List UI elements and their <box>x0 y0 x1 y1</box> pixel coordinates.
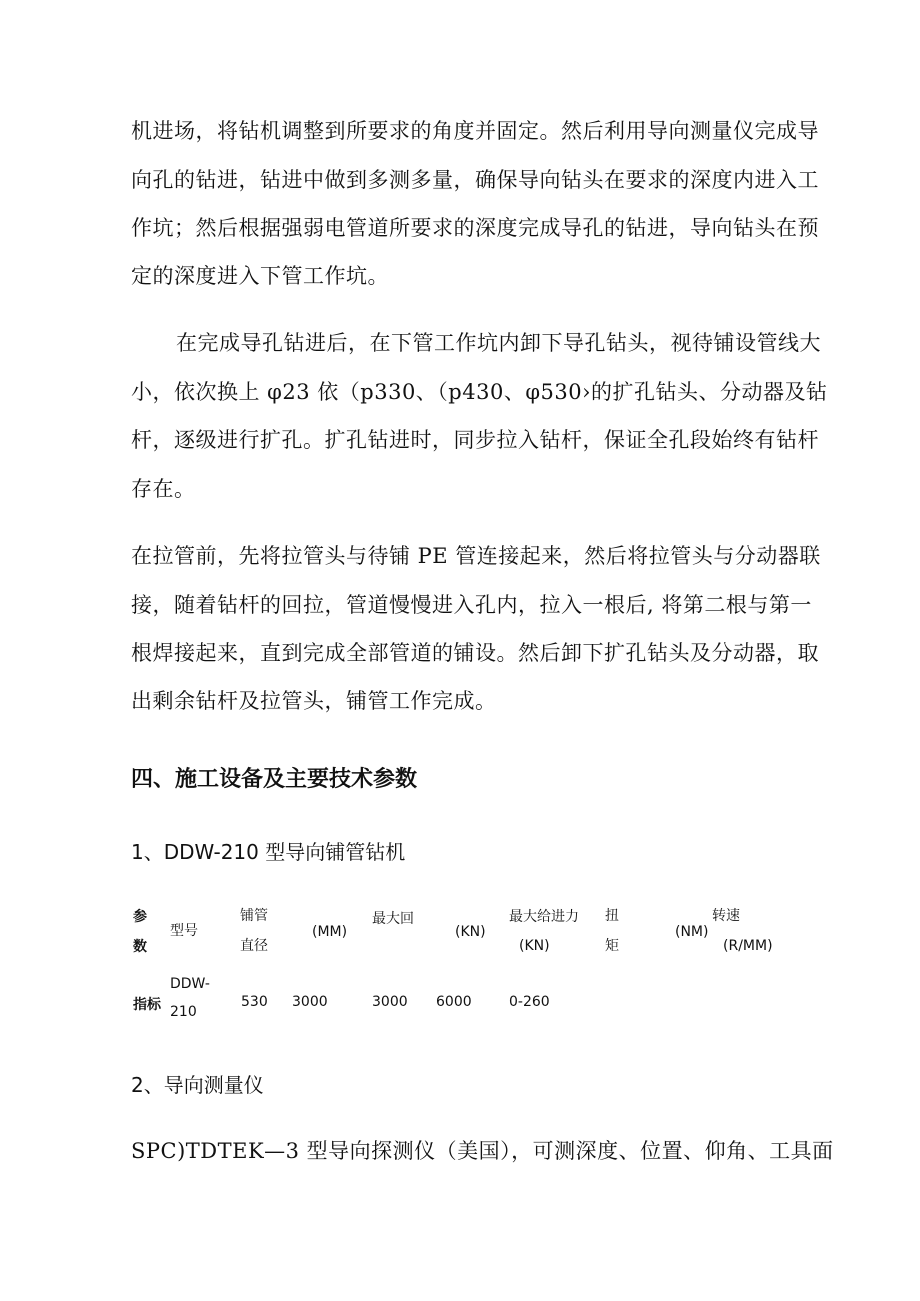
text-line: 在完成导孔钻进后，在下管工作坑内卸下导孔钻头，视待铺设管线大 <box>176 331 821 355</box>
text-line: 定的深度进入下管工作坑。 <box>131 264 389 288</box>
text-line: 接，随着钻杆的回拉，管道慢慢进入孔内，拉入一根后, 将第二根与第一 <box>131 593 812 617</box>
header-speed: 转速 <box>712 908 740 924</box>
header-pipe-diameter: 铺管 <box>240 908 268 924</box>
text-line: 根焊接起来，直到完成全部管道的铺设。然后卸下扩孔钻头及分动器，取 <box>131 641 819 665</box>
header-torque: 矩 <box>605 938 619 954</box>
header-feed-unit-kn: (KN) <box>519 938 550 954</box>
cell-model: 210 <box>170 1004 197 1020</box>
row-label: 指标 <box>133 997 161 1013</box>
subsection-heading-drill-rig: 1、DDW-210 型导向铺管钻机 <box>131 840 406 864</box>
header-param: 数 <box>133 939 147 955</box>
cell-model: DDW- <box>170 976 210 992</box>
header-pipe-diameter: 直径 <box>240 938 268 954</box>
cell-value: 3000 <box>372 994 408 1010</box>
header-max-feed: 最大给进力 <box>509 909 579 925</box>
text-line: 在拉管前，先将拉管头与待铺 PE 管连接起来，然后将拉管头与分动器联 <box>131 544 821 568</box>
subsection-heading-survey-instrument: 2、导向测量仪 <box>131 1073 264 1097</box>
text-line: 杆，逐级进行扩孔。扩孔钻进时，同步拉入钻杆，保证全孔段始终有钻杆 <box>131 428 819 452</box>
text-line: 出剩余钻杆及拉管头，铺管工作完成。 <box>131 689 497 713</box>
text-line: 小，依次换上 φ23 依（p330、（p430、φ530›的扩孔钻头、分动器及钻 <box>131 380 828 404</box>
cell-value: 0-260 <box>509 994 550 1010</box>
text-line: 向孔的钻进，钻进中做到多测多量，确保导向钻头在要求的深度内进入工 <box>131 168 819 192</box>
text-line: SPC)TDTEK—3 型导向探测仪（美国），可测深度、位置、仰角、工具面 <box>131 1139 834 1163</box>
header-model: 型号 <box>170 923 198 939</box>
header-unit-nm: (NM) <box>675 924 709 940</box>
header-torque: 扭 <box>605 908 619 924</box>
text-line: 存在。 <box>131 477 196 501</box>
header-unit-rmm: (R/MM) <box>723 938 773 954</box>
header-param: 参 <box>133 909 147 925</box>
section-heading: 四、施工设备及主要技术参数 <box>131 767 418 792</box>
text-line: 作坑；然后根据强弱电管道所要求的深度完成导孔的钻进，导向钻头在预 <box>131 216 819 240</box>
cell-value: 6000 <box>436 994 472 1010</box>
header-unit-kn: (KN) <box>455 924 486 940</box>
header-max-return: 最大回 <box>372 911 414 927</box>
text-line: 机进场，将钻机调整到所要求的角度并固定。然后利用导向测量仪完成导 <box>131 119 819 143</box>
cell-pipe-diameter: 530 <box>241 994 268 1010</box>
header-unit-mm: (MM) <box>312 924 348 940</box>
cell-value: 3000 <box>292 994 328 1010</box>
